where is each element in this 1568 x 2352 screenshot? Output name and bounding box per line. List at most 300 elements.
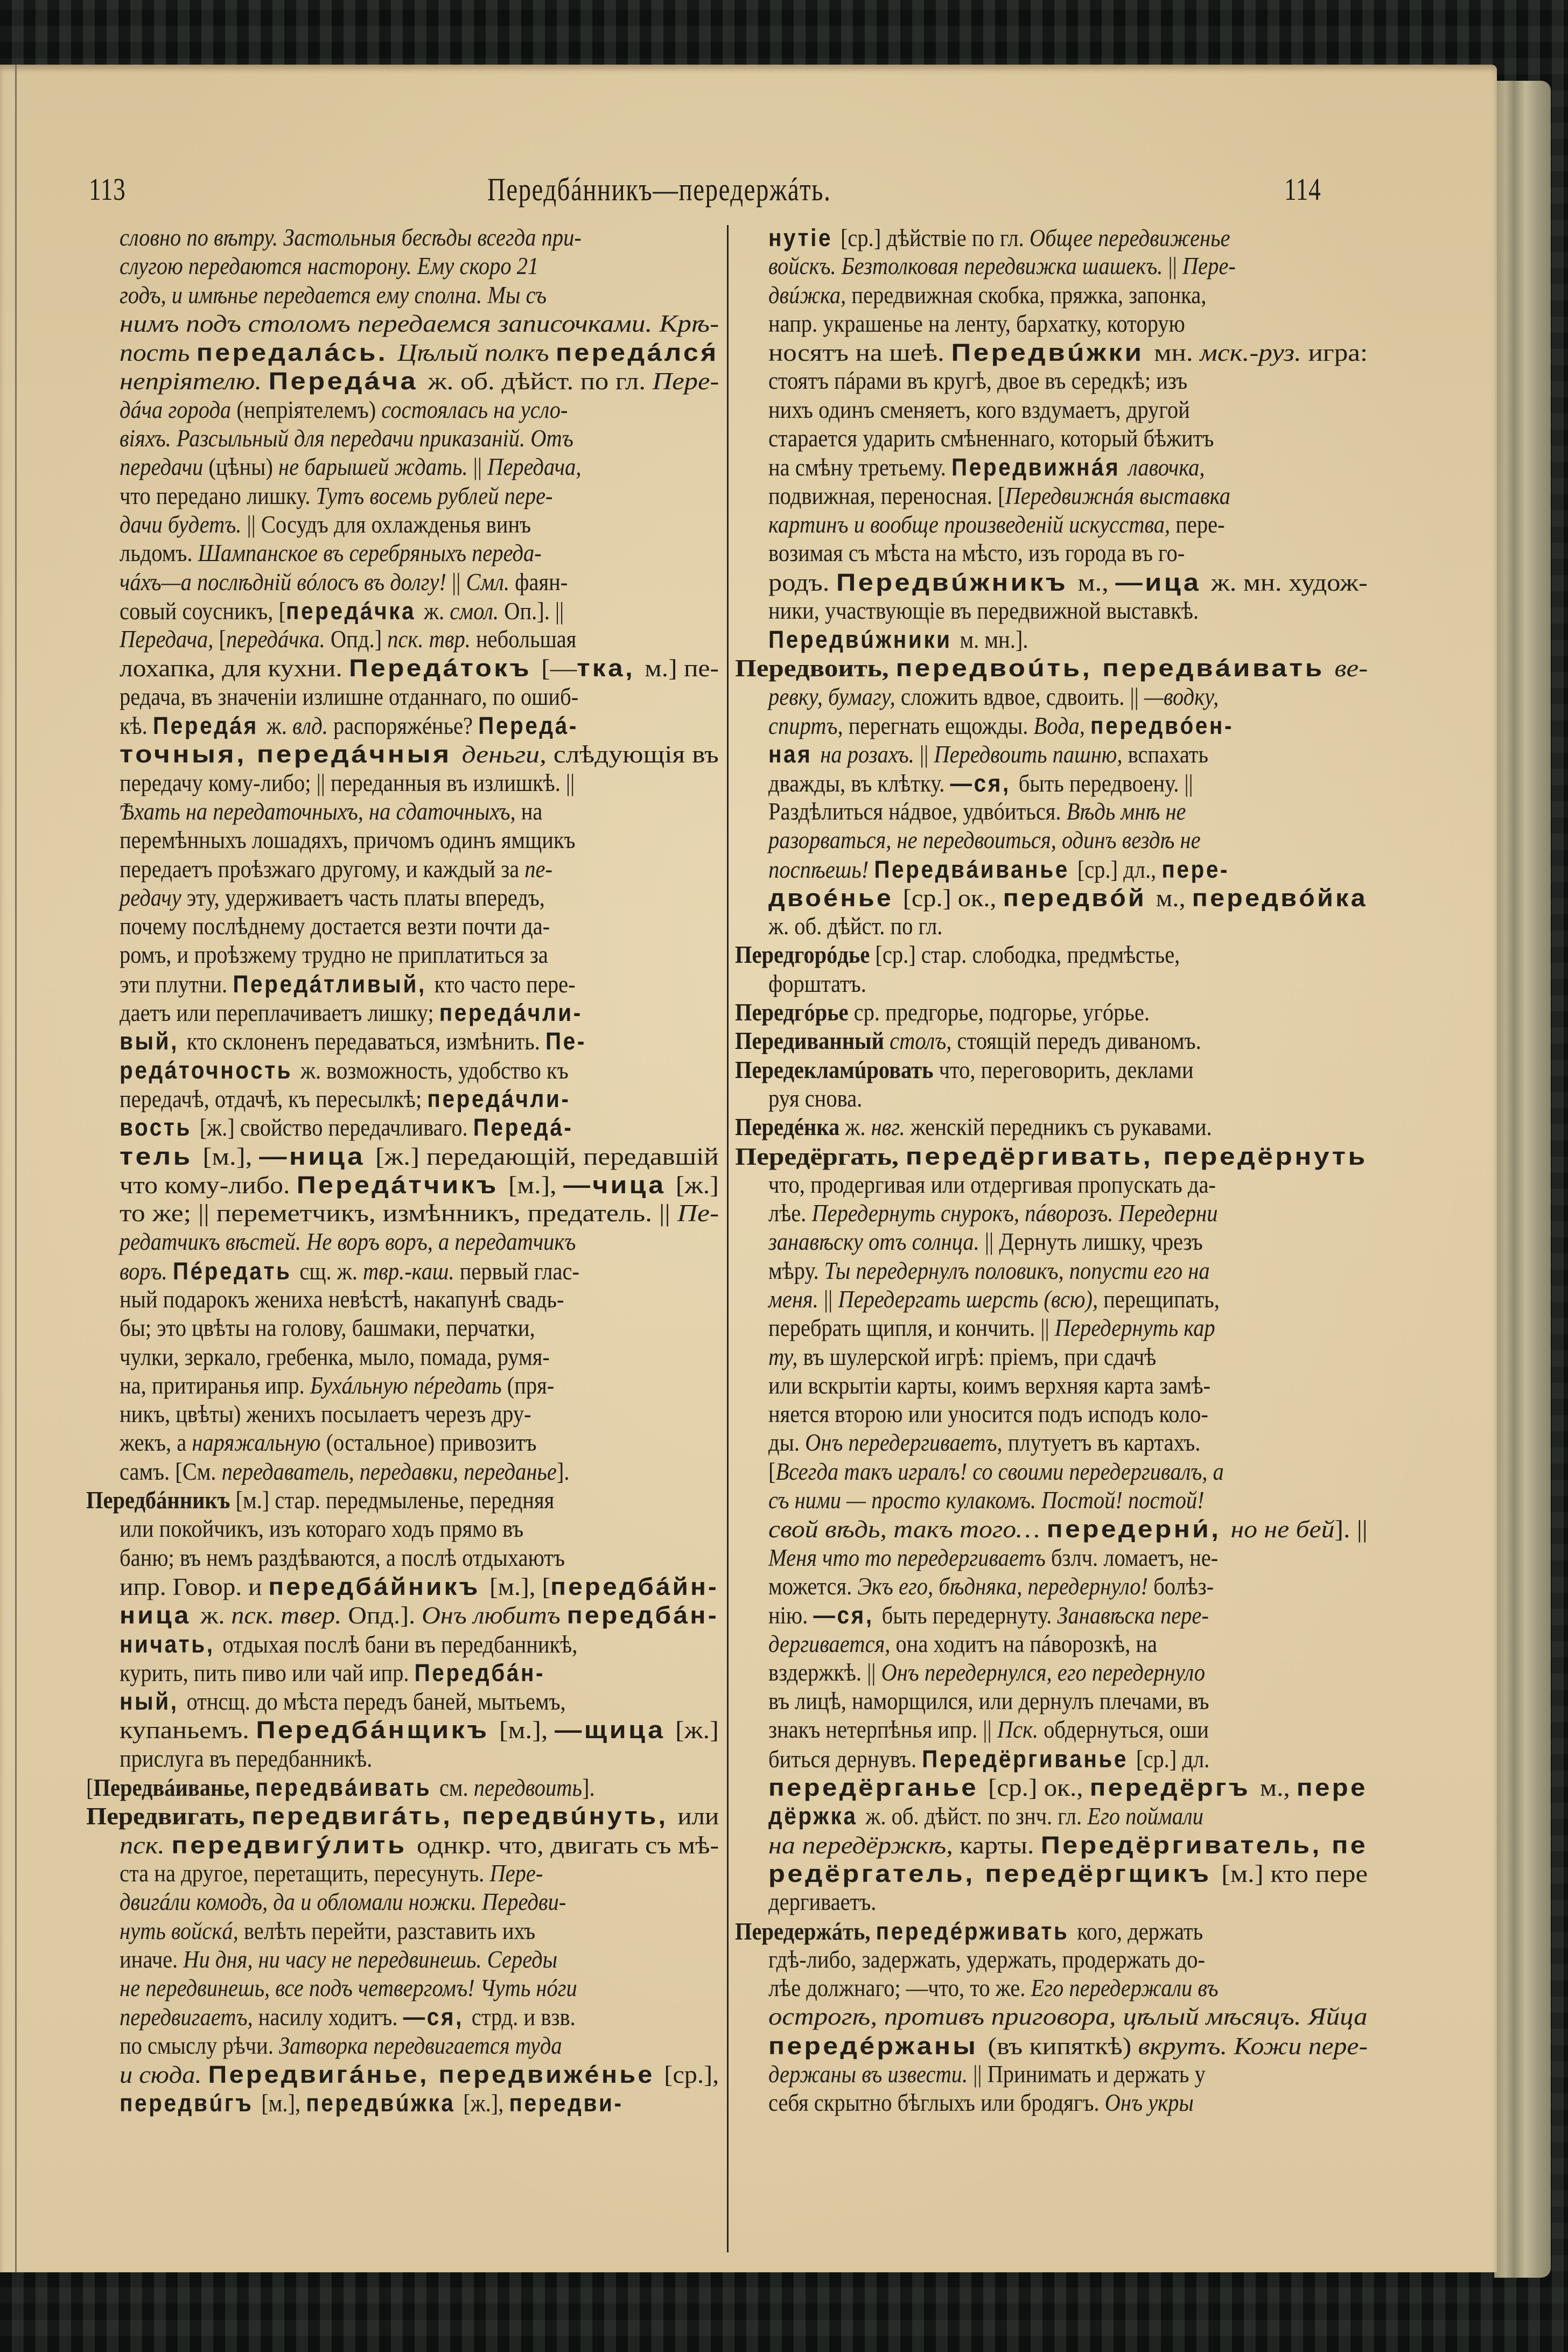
bold-term: Передёргиватель, пе [1040, 1831, 1368, 1859]
italic-example: пость [120, 339, 197, 367]
italic-example: двигáли комодъ, да и обломали ножки. Передви- [120, 1888, 566, 1916]
italic-example: передвигаетъ, [120, 2004, 258, 2031]
entry-line [86, 654, 727, 682]
italic-example: Вѣдь мнѣ не [1066, 797, 1186, 825]
italic-example: лавочка, [1128, 454, 1205, 481]
entry-line [86, 310, 727, 338]
line-text [120, 453, 581, 481]
headword: Передержáть, [735, 1917, 876, 1945]
line-text [120, 1228, 576, 1256]
text-run: дважды, въ клѣтку. [768, 769, 950, 797]
entry-line [86, 711, 727, 740]
entry-line [86, 1285, 727, 1314]
text-run: иначе. [120, 1945, 184, 1973]
italic-example: редатчикъ вѣстей. Не воръ воръ, а передатчикъ [120, 1228, 576, 1256]
text-run: ]. [556, 1458, 570, 1485]
bold-term: тель [120, 1142, 203, 1170]
entry-line [735, 1716, 1376, 1744]
text-run: вздержкѣ. || [768, 1658, 881, 1686]
entry-line [86, 1974, 727, 2003]
line-text [768, 1687, 1209, 1716]
text-run: стрд. и взв. [471, 2004, 576, 2031]
italic-example: Ты передернулъ половикъ, попусти его на [824, 1257, 1210, 1284]
text-run: Раздѣлиться нáдвое, удвóиться. [768, 797, 1067, 825]
text-run: [ж.] свойство передачливаго. [199, 1114, 473, 1142]
headword: Передёргать, [735, 1143, 906, 1170]
line-text [768, 1601, 1209, 1630]
italic-example: Бухáльную пéредать [310, 1371, 507, 1399]
italic-example: передачи [120, 453, 209, 481]
text-run: ж. [424, 597, 450, 625]
text-run: возимая съ мѣста на мѣсто, изъ города въ го- [768, 540, 1185, 567]
italic-example: деньги, [461, 741, 554, 768]
italic-example: пе- [524, 855, 553, 883]
text-run: гдѣ-либо, задержать, удержать, продержать до- [768, 1945, 1206, 1973]
italic-example: но не бей [1230, 1516, 1335, 1543]
bold-term: Передвúжникъ [836, 568, 1078, 596]
line-text [120, 826, 576, 855]
bold-term: Передвúжники [768, 626, 960, 654]
bold-term: тка, [577, 654, 645, 682]
entry-line [86, 1142, 727, 1171]
line-text [768, 1343, 1156, 1371]
text-run: [ж.] передающій, передавшій [375, 1143, 719, 1170]
italic-example: картинъ и вообще произведеній искусства, [768, 510, 1176, 538]
entry-line [86, 453, 727, 481]
text-run: биться дернувъ. [768, 1745, 922, 1773]
italic-example: Занавѣска пере- [1057, 1602, 1209, 1629]
text-run: [ [219, 626, 226, 653]
text-run: ж. об. дѣйст. по гл. [428, 368, 653, 395]
line-text [768, 1285, 1220, 1314]
line-text [120, 2003, 576, 2032]
headword-line [735, 654, 1376, 682]
italic-example: Передергать шерсть (всю), [838, 1285, 1104, 1313]
bold-term: передвáивать [255, 1774, 439, 1802]
entry-line [735, 424, 1376, 453]
text-run: напр. украшенье на ленту, бархатку, которую [768, 310, 1185, 337]
text-run: мн. [1154, 339, 1200, 367]
line-text [768, 1859, 1368, 1888]
bold-term: точныя, передáчныя [120, 740, 462, 768]
bold-term: передви- [509, 2089, 624, 2117]
line-text [120, 1687, 566, 1716]
line-text [120, 396, 568, 424]
line-text [86, 1802, 719, 1831]
text-run: [ср.] ок., [988, 1774, 1090, 1802]
entry-line [86, 797, 727, 826]
entry-line [86, 1515, 727, 1543]
text-run: [ср.] стар. слободка, предмѣстье, [875, 941, 1180, 969]
italic-example: Пере- [1182, 253, 1236, 280]
line-text [120, 1113, 573, 1142]
bold-term: передвúжка [306, 2089, 464, 2117]
entry-line [735, 1802, 1376, 1830]
line-text [86, 1773, 595, 1802]
bold-term: передалáсь. [196, 339, 398, 367]
entry-line [735, 797, 1376, 826]
line-text [120, 884, 545, 912]
bold-term: передвоúть, передвáивать [895, 654, 1335, 682]
entry-line [86, 2089, 727, 2117]
entry-line [86, 338, 727, 367]
line-text [120, 482, 553, 510]
bold-term: нутіе [768, 224, 841, 251]
line-text [120, 1027, 586, 1056]
line-text [120, 1084, 571, 1114]
text-run: [ж.] [675, 1171, 719, 1199]
entry-line [86, 223, 727, 252]
entry-line [86, 568, 727, 597]
line-text [768, 2003, 1368, 2031]
bold-term: Передвигáнье, передвижéнье [208, 2061, 664, 2088]
italic-example: твр.-каш. [362, 1257, 460, 1285]
line-text [768, 1171, 1216, 1199]
line-text [768, 1888, 876, 1916]
text-run: бы; это цвѣты на голову, башмаки, перчатки, [120, 1314, 535, 1342]
entry-line [86, 367, 727, 395]
text-run: чулки, зеркало, гребенка, мыло, помада, румя- [120, 1343, 550, 1370]
bold-term: Передвáиванье [874, 855, 1077, 883]
text-run: редача, въ значеніи излишне отданнаго, по ошиб- [120, 683, 579, 710]
entry-line [735, 1371, 1376, 1400]
italic-example: —водку, [1144, 683, 1219, 710]
bold-term: передбáйникъ [268, 1572, 490, 1600]
line-text [120, 2089, 624, 2118]
text-run: ж. [200, 1602, 232, 1629]
entry-line [735, 1658, 1376, 1687]
column-rule [727, 225, 729, 2252]
entry-line [735, 1945, 1376, 1974]
entry-line [735, 625, 1376, 654]
bold-term: передéрживать [876, 1917, 1077, 1945]
text-run: м., [1260, 1774, 1297, 1802]
line-text [86, 1486, 554, 1515]
line-text [768, 826, 1201, 855]
italic-example: дергивается, [768, 1630, 896, 1657]
entry-line [86, 1831, 727, 1859]
entry-line [735, 740, 1376, 768]
headword: Передекламúровать [735, 1056, 939, 1083]
headword-line [735, 1113, 1376, 1142]
entry-line [735, 683, 1376, 711]
entry-line [735, 396, 1376, 424]
text-run: [м.] стар. передмыленье, передняя [235, 1487, 555, 1514]
entry-line [735, 338, 1376, 367]
line-text [768, 1945, 1205, 1974]
line-text [768, 1515, 1368, 1544]
line-text [120, 1515, 523, 1543]
headword: Передвáиванье, [93, 1774, 255, 1802]
text-run: [м.], [202, 1143, 260, 1170]
entry-line [86, 1687, 727, 1716]
text-run: можется. [768, 1572, 858, 1600]
italic-example: двúжка, [768, 281, 852, 309]
text-run: однкр. что, двигать съ мѣ- [417, 1831, 719, 1859]
entry-line [735, 482, 1376, 510]
line-text [768, 568, 1368, 597]
headword: Передéнка [735, 1114, 845, 1141]
text-run: [ср.] дл. [1136, 1745, 1210, 1773]
headword-line [735, 1027, 1376, 1055]
text-run: м., [1156, 884, 1192, 912]
line-text [768, 1716, 1209, 1744]
entry-line [735, 1687, 1376, 1716]
bold-term: передерни́, [1046, 1515, 1231, 1543]
line-text [735, 1142, 1368, 1171]
text-run: лѣе должнаго; —что, то же. [768, 1975, 1031, 2002]
entry-line [735, 1228, 1376, 1256]
bold-term: передёргивать, передёрнуть [905, 1142, 1368, 1170]
italic-example: редачу [120, 884, 187, 911]
headword: Передиванный [735, 1027, 890, 1055]
line-text [768, 1974, 1218, 2003]
headword: Передбáнникъ [86, 1487, 236, 1514]
line-text [768, 683, 1219, 711]
line-text [120, 941, 548, 969]
text-run: на, притиранья ипр. [120, 1371, 310, 1399]
line-text [120, 1831, 719, 1860]
bold-term: —ница [259, 1142, 375, 1170]
bold-term: ная [768, 740, 821, 768]
line-text [768, 884, 1368, 913]
text-run: ж. [266, 712, 292, 740]
bold-term: передбáн- [566, 1601, 719, 1629]
text-run: [м.] кто пере [1221, 1860, 1368, 1887]
text-run: || [919, 741, 934, 768]
italic-example: віяхъ. Разсыльный для передачи приказаній. Отъ [120, 425, 573, 452]
italic-example: нвг. [871, 1114, 911, 1141]
italic-example: войскъ. Безтолковая передвижка шашекъ. [768, 253, 1168, 280]
italic-example: не барышей ждать. [278, 453, 473, 481]
italic-example: Пере- [652, 368, 719, 395]
italic-example: наряжальную [192, 1429, 326, 1457]
line-text [120, 1974, 577, 2003]
italic-example: Передача, [120, 626, 219, 653]
running-head [0, 162, 1497, 221]
line-text [768, 1228, 1203, 1256]
entry-line [735, 855, 1376, 884]
line-text [768, 252, 1236, 281]
text-run: ста на другое, перетащить, пересунуть. [120, 1859, 490, 1887]
entry-line [735, 310, 1376, 338]
text-run: себя скрытно бѣглыхъ или бродягъ. [768, 2089, 1105, 2117]
bold-term: передéржаны [768, 2032, 988, 2060]
entry-line [735, 711, 1376, 740]
bold-term: передвигáть, передвúнуть, [251, 1802, 678, 1830]
text-run: эти плутни. [120, 970, 233, 998]
entry-line [86, 1630, 727, 1658]
left-column [86, 223, 727, 2118]
entry-line [735, 826, 1376, 855]
entry-line [86, 912, 727, 941]
entry-line [735, 2060, 1376, 2089]
line-text [768, 912, 942, 941]
line-text [120, 1745, 372, 1773]
line-text [120, 597, 564, 626]
bold-term: Передá- [478, 712, 578, 740]
text-run: ж. возможность, удобство къ [300, 1056, 569, 1084]
line-text [120, 1945, 557, 1974]
bold-term: Передвижнáя [951, 453, 1129, 481]
right-page-number: 114 [1284, 172, 1321, 207]
line-text [768, 1429, 1200, 1457]
entry-line [735, 1515, 1376, 1543]
entry-line [86, 884, 727, 912]
gutter-edge [15, 65, 17, 2272]
text-run: что, продергивая или отдергивая пропускать да- [768, 1171, 1216, 1198]
text-run: ]. || [1334, 1516, 1368, 1543]
bold-term: —ся, [813, 1601, 882, 1629]
text-run: быть передернуту. [881, 1602, 1058, 1629]
entry-line [86, 1228, 727, 1256]
line-text [768, 1630, 1157, 1658]
entry-line [735, 1257, 1376, 1285]
italic-example: Смл. [466, 568, 515, 596]
bold-term: передбáйн- [550, 1572, 719, 1600]
italic-example: Передвоить пашню, [934, 741, 1128, 768]
text-run: (въ кипяткѣ) [988, 2032, 1138, 2060]
italic-example: острогѣ, противъ приговора, цѣлый мѣсяцъ. Яйца [768, 2003, 1368, 2031]
line-text [768, 424, 1214, 453]
entry-line [735, 769, 1376, 797]
line-text [120, 510, 531, 539]
entry-line [735, 1458, 1376, 1486]
italic-example: мск.-руз. [1200, 339, 1308, 367]
text-run: ники, участвующіе въ передвижной выставкѣ. [768, 597, 1199, 624]
entry-line [86, 1371, 727, 1400]
text-run: [ж.] [675, 1717, 719, 1744]
line-text [120, 1859, 543, 1888]
line-text [120, 1429, 536, 1457]
italic-example: Передернуть кар [1054, 1314, 1215, 1342]
line-text [768, 1773, 1368, 1802]
line-text [120, 1314, 535, 1342]
italic-example: свой вѣдь, такъ того… [768, 1516, 1047, 1543]
entry-line [735, 539, 1376, 568]
line-text [120, 912, 550, 941]
text-run: женскій передникъ съ рукавами. [910, 1114, 1212, 1141]
entry-line [86, 597, 727, 625]
italic-example: меня. [768, 1285, 824, 1313]
entry-line [86, 1917, 727, 1945]
bold-term: —ица [1115, 568, 1211, 596]
line-text [768, 396, 1190, 424]
bold-term: Передáтливый, [233, 970, 435, 998]
bold-term: ный, [120, 1688, 187, 1716]
text-run: баню; въ немъ раздѣваются, а послѣ отдыхаютъ [120, 1544, 565, 1571]
line-text [768, 1257, 1210, 1285]
bold-term: вость [120, 1114, 200, 1142]
entry-line [86, 970, 727, 998]
italic-example: состоялась на усло- [381, 396, 568, 423]
text-run: м.] пе- [645, 655, 719, 682]
book-page-edges [1494, 81, 1551, 2278]
italic-example: передвоить [473, 1774, 582, 1802]
italic-example: пск. твр. [387, 626, 476, 653]
line-text [120, 1199, 719, 1228]
text-run: карты. [960, 1831, 1041, 1859]
line-text [120, 998, 583, 1027]
line-text [768, 797, 1186, 826]
entry-line [735, 1544, 1376, 1572]
text-run: совый соусникъ, [ [120, 597, 286, 625]
entry-line [86, 1257, 727, 1285]
line-text [768, 855, 1229, 884]
italic-example: держаны въ извести. [768, 2061, 974, 2088]
italic-example: пск. [120, 1831, 172, 1859]
italic-example: Передвижнáя выставка [1005, 482, 1230, 509]
text-run: ж. об. дѣйст. по знч. гл. [865, 1803, 1088, 1830]
italic-example: Общее передвиженье [1029, 225, 1230, 251]
line-text [735, 1056, 1194, 1084]
bold-term: дёржка [768, 1802, 866, 1830]
text-run: или покойчикъ, изъ котораго ходъ прямо въ [120, 1515, 524, 1543]
line-text [768, 367, 1187, 395]
text-run: что передано лишку. [120, 482, 316, 509]
text-run: подвижная, переносная. [ [768, 482, 1005, 509]
entry-line [86, 2060, 727, 2089]
left-page-number: 113 [89, 172, 126, 207]
entry-line [86, 1314, 727, 1342]
entry-line [735, 884, 1376, 912]
text-run: форштатъ. [768, 970, 866, 997]
line-text [768, 1544, 1218, 1572]
italic-example: спиртъ, [768, 712, 849, 740]
line-text [768, 338, 1368, 367]
line-text [120, 1716, 719, 1745]
line-text [120, 1285, 564, 1314]
italic-example: и сюда. [120, 2061, 208, 2088]
line-text [768, 482, 1230, 510]
italic-example: Передача, [487, 453, 582, 481]
line-text [768, 453, 1205, 482]
text-run: курить, пить пиво или чай ипр. [120, 1659, 415, 1686]
headword: Передгóрье [735, 999, 854, 1026]
bold-term: —чица [563, 1171, 676, 1199]
text-run: никъ, цвѣты) женихъ посылаетъ черезъ дру- [120, 1401, 531, 1428]
line-text [120, 252, 538, 281]
text-run: Опд.]. [348, 1602, 422, 1629]
italic-example: ревку, бумагу, [768, 683, 901, 710]
text-run: перещипать, [1103, 1285, 1220, 1313]
bold-term: передёргъ [1089, 1774, 1261, 1802]
line-text [768, 1831, 1368, 1860]
bold-term: ница [120, 1601, 201, 1629]
headword-line [735, 1142, 1376, 1171]
text-run: передвижная скобка, пряжка, запонка, [851, 281, 1207, 309]
line-text [120, 683, 578, 711]
italic-example: Его поймали [1087, 1803, 1203, 1830]
text-run: пере- [1175, 510, 1225, 538]
line-text [768, 769, 1193, 798]
text-run: то же; || переметчикъ, измѣнникъ, предатель. || [120, 1200, 677, 1227]
line-text [768, 1486, 1205, 1515]
italic-example: смол. [450, 597, 505, 625]
line-text [768, 281, 1206, 310]
line-text [735, 1027, 1201, 1055]
text-run: фаян- [515, 568, 568, 596]
line-text [768, 1084, 862, 1113]
text-run: дергиваетъ. [768, 1888, 877, 1916]
bold-term: двоéнье [768, 884, 903, 912]
italic-example: дачи будетъ. [120, 510, 247, 538]
text-run: || Дернуть лишку, чрезъ [984, 1228, 1203, 1256]
line-text [120, 310, 719, 338]
bold-term: Передёргиванье [922, 1745, 1136, 1773]
line-text [120, 424, 573, 453]
entry-line [735, 1773, 1376, 1802]
